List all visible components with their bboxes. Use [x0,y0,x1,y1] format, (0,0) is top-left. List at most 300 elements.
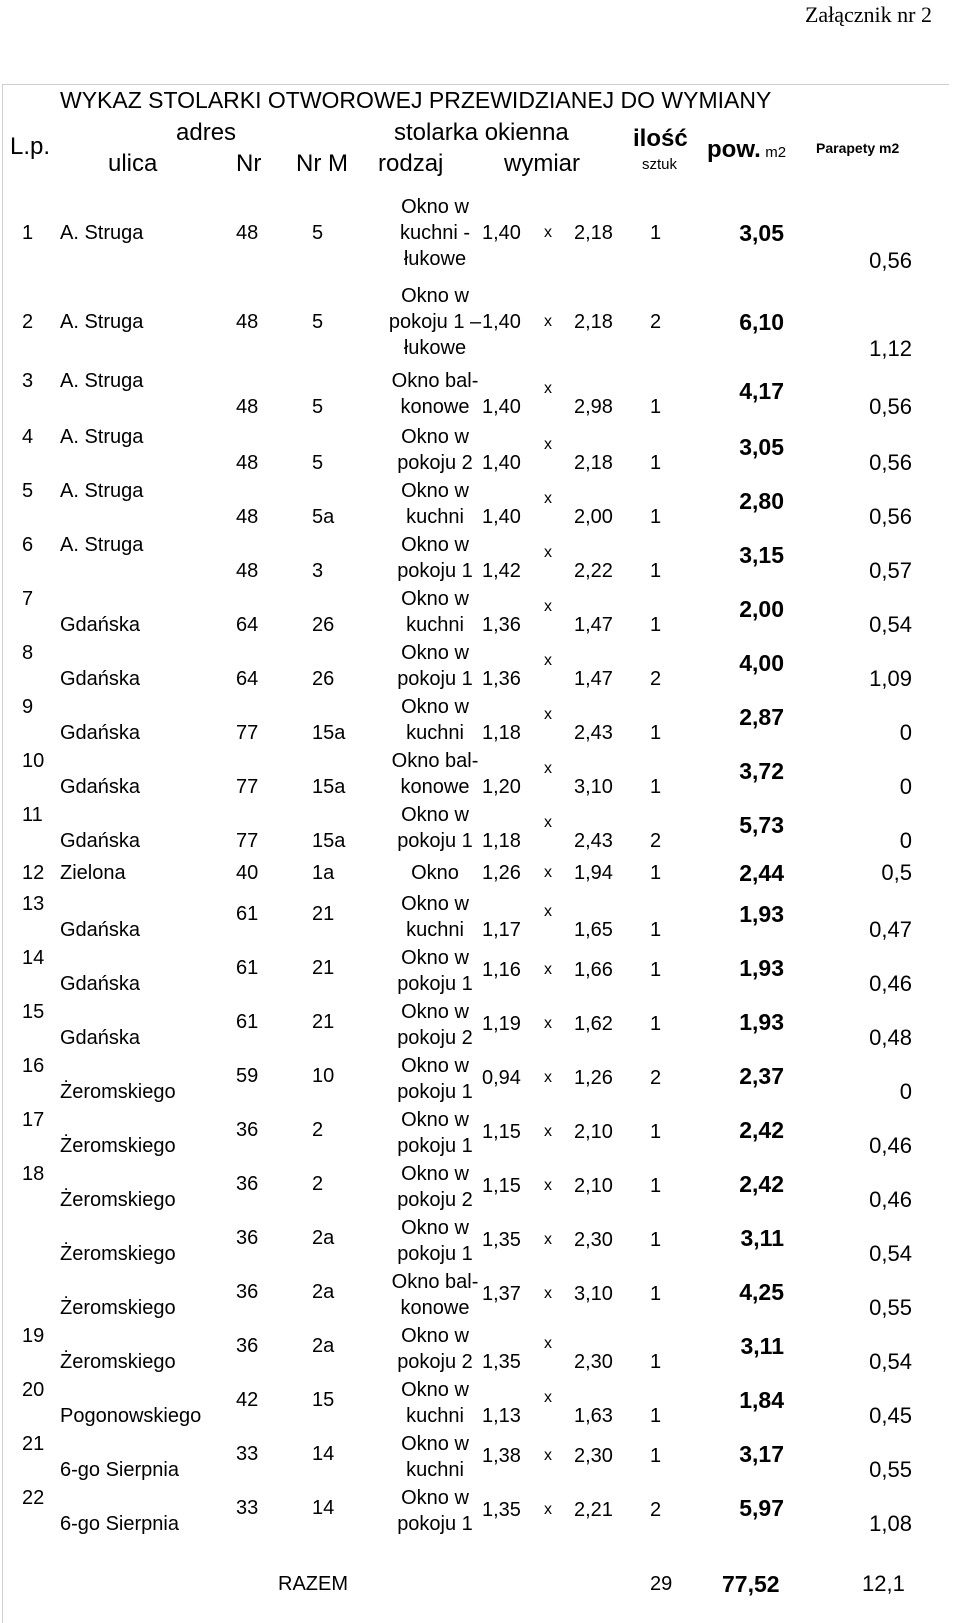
cell-wymiar-x: x [544,436,552,453]
cell-wymiar-1: 1,16 [482,959,521,981]
header-rodzaj: rodzaj [378,150,444,177]
cell-wymiar-1: 1,26 [482,862,521,884]
cell-pow: 3,05 [739,220,784,246]
cell-nrm: 21 [312,1011,335,1033]
cell-lp: 2 [22,311,34,333]
attachment-label: Załącznik nr 2 [804,2,932,27]
cell-rodzaj-line: łukowe [403,248,467,270]
cell-rodzaj-line: Okno w [401,696,469,718]
cell-wymiar-x: x [544,380,552,397]
cell-rodzaj-line: pokoju 2 [397,1189,473,1211]
header-nrm: Nr M [296,150,348,177]
cell-sztuk: 2 [650,1067,662,1089]
cell-pow: 2,42 [739,1117,784,1143]
cell-wymiar-1: 1,15 [482,1121,521,1143]
cell-nr: 48 [236,560,259,582]
cell-lp: 18 [22,1163,45,1185]
cell-nr: 36 [236,1227,259,1249]
cell-rodzaj-line: pokoju 1 [397,973,473,995]
cell-wymiar-2: 2,22 [574,560,613,582]
cell-nr: 48 [236,396,259,418]
cell-parapety: 0,54 [869,1241,912,1266]
cell-lp: 12 [22,862,45,884]
cell-ulica: A. Struga [60,480,144,502]
cell-rodzaj-line: Okno w [401,1217,469,1239]
cell-nr: 36 [236,1173,259,1195]
header-wymiar: wymiar [504,150,580,177]
cell-rodzaj-line: Okno w [401,1163,469,1185]
cell-wymiar-x: x [544,864,552,881]
cell-pow: 2,44 [739,860,784,886]
cell-sztuk: 1 [650,776,662,798]
cell-rodzaj-line: Okno [411,862,459,884]
cell-sztuk: 1 [650,919,662,941]
cell-lp: 8 [22,642,34,664]
cell-lp: 3 [22,370,34,392]
cell-lp: 6 [22,534,34,556]
cell-nr: 59 [236,1065,259,1087]
cell-wymiar-1: 1,13 [482,1405,521,1427]
cell-wymiar-2: 2,18 [574,311,613,333]
cell-rodzaj-line: pokoju 1 [397,560,473,582]
cell-wymiar-1: 1,35 [482,1499,521,1521]
cell-ulica: Żeromskiego [60,1243,176,1265]
cell-wymiar-2: 1,66 [574,959,613,981]
cell-parapety: 0,56 [869,248,912,273]
cell-rodzaj-line: Okno w [401,1433,469,1455]
cell-nr: 48 [236,311,259,333]
cell-rodzaj-line: kuchni - [399,222,471,244]
cell-wymiar-2: 1,62 [574,1013,613,1035]
cell-pow: 3,05 [739,434,784,460]
cell-ulica: Żeromskiego [60,1135,176,1157]
cell-parapety: 0,55 [869,1295,912,1320]
cell-lp: 10 [22,750,45,772]
cell-wymiar-2: 2,30 [574,1351,613,1373]
total-parapety: 12,1 [862,1571,905,1596]
cell-wymiar-x: x [544,1123,552,1140]
cell-nr: 36 [236,1281,259,1303]
cell-parapety: 0,56 [869,504,912,529]
cell-sztuk: 1 [650,722,662,744]
cell-wymiar-x: x [544,652,552,669]
cell-nr: 77 [236,722,259,744]
cell-nr: 48 [236,452,259,474]
cell-nrm: 15a [312,776,346,798]
cell-nr: 48 [236,222,259,244]
cell-parapety: 1,09 [869,666,912,691]
cell-nr: 77 [236,830,259,852]
cell-wymiar-2: 1,65 [574,919,613,941]
cell-wymiar-1: 1,40 [482,222,521,244]
cell-wymiar-2: 2,43 [574,722,613,744]
cell-wymiar-2: 2,10 [574,1175,613,1197]
cell-rodzaj-line: pokoju 2 [397,1351,473,1373]
cell-wymiar-2: 2,21 [574,1499,613,1521]
cell-pow: 3,11 [740,1333,784,1359]
cell-nrm: 2a [312,1281,335,1303]
cell-nrm: 5a [312,506,335,528]
cell-wymiar-x: x [544,544,552,561]
cell-rodzaj-line: Okno w [401,1325,469,1347]
cell-parapety: 0 [899,720,912,745]
header-pow [707,138,786,162]
cell-rodzaj-line: Okno w [401,947,469,969]
cell-pow: 1,93 [739,901,784,927]
cell-pow: 2,00 [739,596,784,622]
cell-parapety: 0,47 [869,917,912,942]
cell-rodzaj-line: kuchni [406,722,464,744]
cell-nrm: 2a [312,1227,335,1249]
cell-nr: 61 [236,903,259,925]
cell-wymiar-x: x [544,760,552,777]
cell-wymiar-x: x [544,1447,552,1464]
cell-pow: 4,17 [739,378,784,404]
cell-wymiar-2: 2,18 [574,452,613,474]
cell-pow: 2,42 [739,1171,784,1197]
cell-wymiar-2: 3,10 [574,1283,613,1305]
cell-parapety: 0,48 [869,1025,912,1050]
cell-nrm: 2a [312,1335,335,1357]
cell-sztuk: 1 [650,1405,662,1427]
cell-nrm: 10 [312,1065,335,1087]
cell-nr: 61 [236,957,259,979]
cell-lp: 7 [22,588,34,610]
cell-lp: 14 [22,947,45,969]
cell-rodzaj-line: Okno bal- [391,750,479,772]
cell-sztuk: 1 [650,560,662,582]
header-sztuk: sztuk [642,156,678,173]
cell-sztuk: 1 [650,1351,662,1373]
cell-sztuk: 1 [650,1121,662,1143]
cell-nrm: 14 [312,1497,335,1519]
cell-lp: 11 [22,804,43,826]
cell-wymiar-2: 1,94 [574,862,613,884]
cell-wymiar-x: x [544,814,552,831]
total-sztuk: 29 [650,1573,673,1595]
cell-parapety: 0,5 [881,860,912,885]
cell-parapety: 0,46 [869,1133,912,1158]
cell-rodzaj-line: Okno w [401,480,469,502]
cell-lp: 20 [22,1379,45,1401]
cell-ulica: Żeromskiego [60,1081,176,1103]
cell-wymiar-2: 2,43 [574,830,613,852]
cell-wymiar-1: 1,40 [482,311,521,333]
cell-sztuk: 1 [650,1229,662,1251]
cell-parapety: 1,12 [869,336,912,361]
cell-wymiar-2: 2,18 [574,222,613,244]
cell-sztuk: 1 [650,1445,662,1467]
header-lp: L.p. [10,133,51,160]
cell-wymiar-1: 1,20 [482,776,521,798]
cell-wymiar-x: x [544,313,552,330]
cell-wymiar-1: 1,36 [482,668,521,690]
cell-pow: 3,72 [739,758,784,784]
cell-nr: 61 [236,1011,259,1033]
cell-ulica: A. Struga [60,426,144,448]
header-ilosc: ilość [633,125,688,152]
cell-ulica: Gdańska [60,776,141,798]
cell-nr: 77 [236,776,259,798]
cell-nr: 36 [236,1119,259,1141]
cell-rodzaj-line: Okno w [401,1379,469,1401]
cell-rodzaj-line: konowe [400,776,470,798]
cell-wymiar-2: 3,10 [574,776,613,798]
cell-ulica: Gdańska [60,919,141,941]
cell-nrm: 15a [312,722,346,744]
cell-wymiar-1: 1,18 [482,830,521,852]
cell-lp: 1 [22,222,34,244]
cell-wymiar-x: x [544,1501,552,1518]
cell-wymiar-1: 1,35 [482,1229,521,1251]
cell-parapety: 1,08 [869,1511,912,1536]
header-stolarka: stolarka okienna [394,119,569,146]
cell-parapety: 0,55 [869,1457,912,1482]
cell-ulica: Żeromskiego [60,1189,176,1211]
cell-nrm: 21 [312,957,335,979]
cell-wymiar-1: 0,94 [482,1067,521,1089]
cell-rodzaj-line: Okno w [401,1055,469,1077]
cell-ulica: 6-go Sierpnia [60,1513,179,1535]
cell-ulica: Gdańska [60,1027,141,1049]
cell-rodzaj-line: pokoju 1 – [388,311,482,333]
cell-parapety: 0,54 [869,1349,912,1374]
cell-wymiar-x: x [544,224,552,241]
cell-pow: 4,25 [739,1279,784,1305]
cell-nrm: 15a [312,830,346,852]
cell-nrm: 21 [312,903,335,925]
cell-nrm: 5 [312,311,324,333]
cell-rodzaj-line: kuchni [406,1405,464,1427]
cell-nrm: 2 [312,1173,324,1195]
cell-wymiar-x: x [544,961,552,978]
cell-nrm: 14 [312,1443,335,1465]
cell-pow: 3,11 [740,1225,784,1251]
cell-rodzaj-line: Okno w [401,426,469,448]
cell-wymiar-2: 1,47 [574,614,613,636]
cell-wymiar-1: 1,19 [482,1013,521,1035]
cell-nrm: 5 [312,452,324,474]
cell-wymiar-x: x [544,1335,552,1352]
cell-wymiar-1: 1,35 [482,1351,521,1373]
total-pow: 77,52 [722,1571,780,1597]
cell-sztuk: 1 [650,452,662,474]
cell-sztuk: 1 [650,614,662,636]
cell-wymiar-x: x [544,1285,552,1302]
cell-rodzaj-line: pokoju 2 [397,452,473,474]
cell-sztuk: 2 [650,668,662,690]
cell-wymiar-2: 2,30 [574,1229,613,1251]
cell-parapety: 0 [899,1079,912,1104]
cell-ulica: Żeromskiego [60,1351,176,1373]
cell-nr: 33 [236,1497,259,1519]
cell-parapety: 0 [899,828,912,853]
cell-rodzaj-line: konowe [400,1297,470,1319]
cell-sztuk: 1 [650,1013,662,1035]
cell-lp: 22 [22,1487,45,1509]
cell-sztuk: 2 [650,830,662,852]
cell-rodzaj-line: Okno w [401,534,469,556]
cell-wymiar-1: 1,42 [482,560,521,582]
cell-parapety: 0,46 [869,971,912,996]
cell-nr: 42 [236,1389,259,1411]
total-label: RAZEM [278,1573,348,1595]
cell-parapety: 0,56 [869,394,912,419]
cell-nrm: 5 [312,396,324,418]
cell-nrm: 5 [312,222,324,244]
cell-nr: 64 [236,614,259,636]
header-pow-unit: m2 [765,144,787,161]
cell-rodzaj-line: pokoju 1 [397,1135,473,1157]
cell-wymiar-2: 1,47 [574,668,613,690]
cell-wymiar-2: 2,00 [574,506,613,528]
cell-pow: 1,84 [739,1387,784,1413]
cell-rodzaj-line: łukowe [403,337,467,359]
cell-lp: 9 [22,696,34,718]
cell-parapety: 0 [899,774,912,799]
cell-ulica: Żeromskiego [60,1297,176,1319]
cell-ulica: Gdańska [60,973,141,995]
cell-rodzaj-line: Okno bal- [391,370,479,392]
cell-ulica: Gdańska [60,830,141,852]
cell-rodzaj-line: konowe [400,396,470,418]
cell-rodzaj-line: Okno w [401,1487,469,1509]
cell-wymiar-2: 1,26 [574,1067,613,1089]
cell-ulica: Gdańska [60,614,141,636]
cell-ulica: A. Struga [60,222,144,244]
cell-pow: 1,93 [739,1009,784,1035]
cell-rodzaj-line: kuchni [406,1459,464,1481]
header-ulica: ulica [108,150,158,177]
cell-wymiar-x: x [544,1389,552,1406]
cell-nrm: 3 [312,560,324,582]
cell-nr: 33 [236,1443,259,1465]
cell-rodzaj-line: kuchni [406,919,464,941]
cell-nr: 48 [236,506,259,528]
cell-pow: 3,15 [739,542,784,568]
cell-ulica: A. Struga [60,311,144,333]
cell-wymiar-1: 1,40 [482,452,521,474]
cell-rodzaj-line: Okno w [401,893,469,915]
cell-ulica: A. Struga [60,370,144,392]
cell-sztuk: 2 [650,311,662,333]
cell-rodzaj-line: Okno w [401,285,469,307]
cell-pow: 5,73 [739,812,784,838]
cell-rodzaj-line: Okno bal- [391,1271,479,1293]
document-title: WYKAZ STOLARKI OTWOROWEJ PRZEWIDZIANEJ DO WYMIANY [60,87,772,113]
cell-rodzaj-line: kuchni [406,506,464,528]
cell-wymiar-2: 1,63 [574,1405,613,1427]
cell-lp: 17 [22,1109,45,1131]
cell-pow: 2,80 [739,488,784,514]
cell-nr: 36 [236,1335,259,1357]
header-pow-label: pow. [707,136,761,163]
cell-wymiar-x: x [544,1231,552,1248]
cell-rodzaj-line: Okno w [401,1109,469,1131]
cell-rodzaj-line: pokoju 1 [397,1243,473,1265]
header-nr: Nr [236,150,262,177]
cell-parapety: 0,56 [869,450,912,475]
cell-wymiar-x: x [544,1177,552,1194]
cell-rodzaj-line: kuchni [406,614,464,636]
cell-rodzaj-line: pokoju 2 [397,1027,473,1049]
cell-wymiar-1: 1,18 [482,722,521,744]
cell-parapety: 0,57 [869,558,912,583]
cell-nr: 40 [236,862,259,884]
cell-nrm: 2 [312,1119,324,1141]
cell-wymiar-1: 1,40 [482,396,521,418]
cell-nrm: 1a [312,862,335,884]
cell-sztuk: 1 [650,1283,662,1305]
cell-ulica: A. Struga [60,534,144,556]
header-parapety: Parapety m2 [816,140,900,156]
cell-wymiar-x: x [544,490,552,507]
cell-pow: 4,00 [739,650,784,676]
cell-sztuk: 1 [650,222,662,244]
cell-rodzaj-line: Okno w [401,196,469,218]
cell-wymiar-1: 1,37 [482,1283,521,1305]
cell-pow: 5,97 [739,1495,784,1521]
cell-rodzaj-line: pokoju 1 [397,830,473,852]
cell-wymiar-x: x [544,903,552,920]
cell-lp: 5 [22,480,34,502]
cell-lp: 21 [22,1433,45,1455]
cell-parapety: 0,54 [869,612,912,637]
cell-rodzaj-line: Okno w [401,642,469,664]
cell-lp: 4 [22,426,34,448]
cell-wymiar-2: 2,10 [574,1121,613,1143]
cell-rodzaj-line: Okno w [401,1001,469,1023]
cell-ulica: Gdańska [60,722,141,744]
cell-wymiar-x: x [544,598,552,615]
cell-wymiar-1: 1,15 [482,1175,521,1197]
cell-wymiar-1: 1,17 [482,919,521,941]
cell-ulica: Pogonowskiego [60,1405,202,1427]
header-adres: adres [176,119,237,146]
cell-sztuk: 1 [650,959,662,981]
cell-ulica: 6-go Sierpnia [60,1459,179,1481]
cell-ulica: Zielona [60,862,126,884]
cell-rodzaj-line: Okno w [401,588,469,610]
cell-sztuk: 1 [650,1175,662,1197]
cell-nrm: 26 [312,614,335,636]
cell-wymiar-2: 2,30 [574,1445,613,1467]
cell-ulica: Gdańska [60,668,141,690]
cell-lp: 19 [22,1325,45,1347]
cell-rodzaj-line: pokoju 1 [397,1081,473,1103]
cell-wymiar-x: x [544,706,552,723]
cell-nrm: 26 [312,668,335,690]
cell-wymiar-x: x [544,1015,552,1032]
cell-sztuk: 1 [650,506,662,528]
cell-lp: 16 [22,1055,45,1077]
cell-nrm: 15 [312,1389,335,1411]
cell-sztuk: 1 [650,862,662,884]
cell-nr: 64 [236,668,259,690]
cell-pow: 6,10 [739,309,784,335]
cell-pow: 1,93 [739,955,784,981]
cell-sztuk: 2 [650,1499,662,1521]
cell-wymiar-1: 1,36 [482,614,521,636]
cell-pow: 2,87 [739,704,784,730]
cell-wymiar-2: 2,98 [574,396,613,418]
cell-lp: 13 [22,893,45,915]
cell-parapety: 0,45 [869,1403,912,1428]
cell-sztuk: 1 [650,396,662,418]
cell-rodzaj-line: Okno w [401,804,469,826]
cell-pow: 2,37 [739,1063,784,1089]
cell-wymiar-1: 1,40 [482,506,521,528]
